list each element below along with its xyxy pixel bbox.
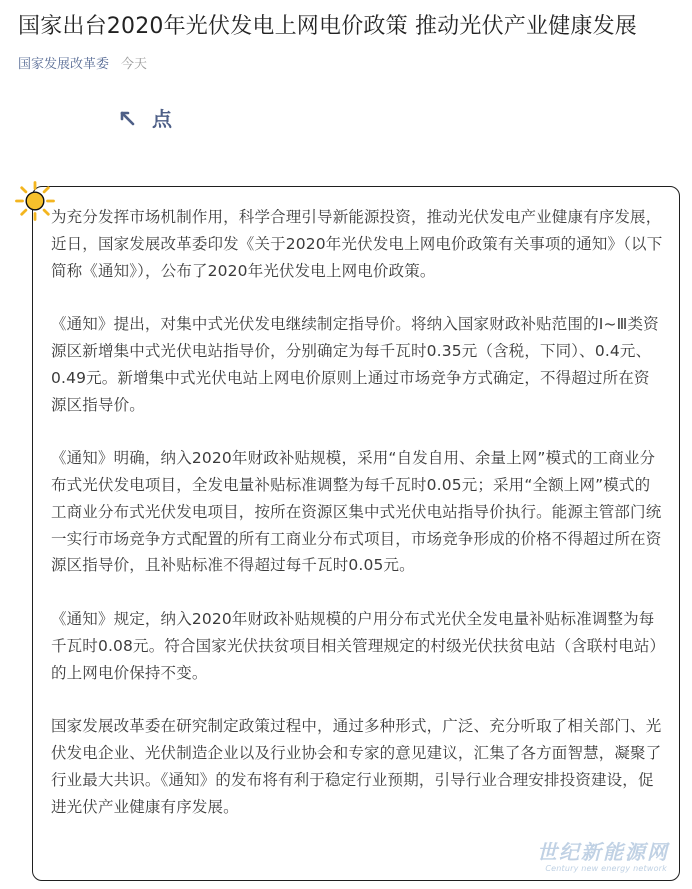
paragraph-gap (51, 418, 663, 445)
key-points-label: 点 (152, 107, 172, 131)
watermark-sub-text: Century new energy network (545, 864, 667, 873)
article-card (32, 186, 680, 881)
article-title: 国家出台2020年光伏发电上网电价政策 推动光伏产业健康发展 (18, 14, 637, 39)
arrow-up-left-icon (118, 109, 138, 129)
paragraph-2: 《通知》提出，对集中式光伏发电继续制定指导价。将纳入国家财政补贴范围的Ⅰ~Ⅲ类资源区新增集中式光伏电站指导价，分别确定为每千瓦时0.35元（含税，下同）、0.4元、0.49元。新增集中式光伏电站上网电价原则上通过市场竞争方式确定，不得超过所在资源区指导价。 (51, 315, 659, 414)
paragraph-5: 国家发展改革委在研究制定政策过程中，通过多种形式，广泛、充分听取了相关部门、光伏发电企业、光伏制造企业以及行业协会和专家的意见建议，汇集了各方面智慧，凝聚了行业最大共识。《通知》的发布将有利于稳定行业预期，引导行业合理安排投资建设，促进光伏产业健康有序发展。 (51, 717, 662, 816)
watermark-main-text: 世纪新能源网 (537, 840, 669, 864)
paragraph-gap (51, 579, 663, 606)
paragraph-gap (51, 284, 663, 311)
sun-icon (14, 180, 56, 222)
paragraph-3: 《通知》明确，纳入2020年财政补贴规模，采用“自发自用、余量上网”模式的工商业分布式光伏发电项目，全发电量补贴标准调整为每千瓦时0.05元；采用“全额上网”模式的工商业分布式光伏发电项目，按所在资源区集中式光伏电站指导价执行。能源主管部门统一实行市场竞争方式配置的所有工商业分布式项目，市场竞争形成的价格不得超过所在资源区指导价，且补贴标准不得超过每千瓦时0.05元。 (51, 449, 662, 575)
paragraph-1: 为充分发挥市场机制作用，科学合理引导新能源投资，推动光伏发电产业健康有序发展，近日，国家发展改革委印发《关于2020年光伏发电上网电价政策有关事项的通知》（以下简称《通知》），公布了2020年光伏发电上网电价政策。 (51, 208, 663, 280)
publish-date: 今天 (121, 57, 148, 72)
article-header (18, 12, 678, 74)
author-link[interactable]: 国家发展改革委 (18, 57, 110, 72)
key-points-heading (118, 106, 172, 132)
article-meta (18, 56, 678, 74)
article-body (51, 204, 663, 868)
paragraph-gap (51, 686, 663, 713)
paragraph-4: 《通知》规定，纳入2020年财政补贴规模的户用分布式光伏全发电量补贴标准调整为每千瓦时0.08元。符合国家光伏扶贫项目相关管理规定的村级光伏扶贫电站（含联村电站）的上网电价保持不变。 (51, 609, 658, 682)
